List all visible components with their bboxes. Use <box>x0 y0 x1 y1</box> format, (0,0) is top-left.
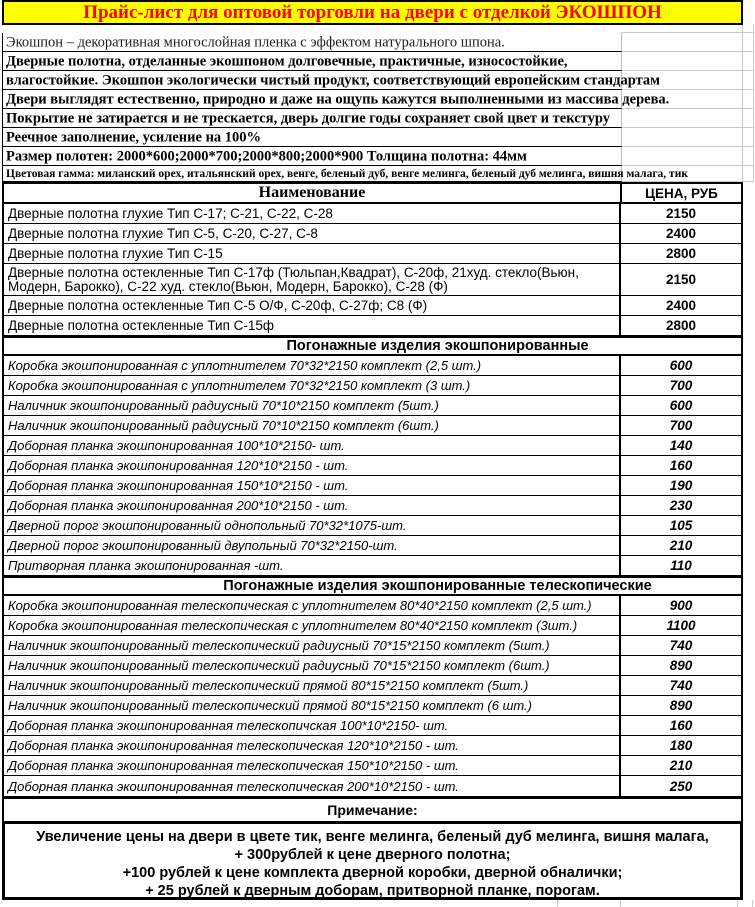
item-name-cell: Дверные полотна глухие Тип С-15 <box>4 244 621 263</box>
bottom-gridline-strip <box>2 900 743 907</box>
item-name-cell: Наличник экошпонированный радиусный 70*10*2150 комплект (5шт.) <box>4 396 621 415</box>
table-row <box>4 716 741 736</box>
item-name-cell: Наличник экошпонированный телескопический радиусный 70*15*2150 комплект (5шт.) <box>4 636 621 655</box>
item-name-cell: Доборная планка экошпонированная телескопичская 100*10*2150- шт. <box>4 716 621 735</box>
item-name-cell: Дверные полотна глухие Тип С-17; С-21, С-22, С-28 <box>4 204 621 223</box>
item-name-cell: Притворная планка экошпонированная -шт. <box>4 556 621 575</box>
intro-line <box>2 128 743 147</box>
spacer-row <box>2 25 743 33</box>
item-price-cell: 190 <box>669 478 693 493</box>
table-row <box>4 296 741 316</box>
item-name-cell: Доборная планка экошпонированная 200*10*2150 - шт. <box>4 496 621 515</box>
item-name-cell: Дверные полотна остекленные Тип С-5 О/Ф, С-20ф, С-27ф; С8 (Ф) <box>4 296 621 315</box>
item-price-cell: 210 <box>669 538 693 553</box>
item-name-cell: Коробка экошпонированная с уплотнителем 70*32*2150 комплект (3 шт.) <box>4 376 621 395</box>
table-row <box>4 224 741 244</box>
table-row <box>4 616 741 636</box>
gridline-stub <box>620 900 621 907</box>
item-price-cell: 160 <box>669 718 693 733</box>
table-row <box>4 416 741 436</box>
item-price-cell: 900 <box>669 598 693 613</box>
item-name-cell: Коробка экошпонированная телескопическая с уплотнителем 80*40*2150 комплект (2,5 шт.) <box>4 596 621 615</box>
intro-line <box>2 147 743 166</box>
item-name-cell: Доборная планка экошпонированная 150*10*2150 - шт. <box>4 476 621 495</box>
item-price-cell: 2400 <box>665 226 697 241</box>
table-row <box>4 536 741 556</box>
item-name-cell: Доборная планка экошпонированная телескопическая 120*10*2150 - шт. <box>4 736 621 755</box>
item-name-cell: Доборная планка экошпонированная телескопическая 200*10*2150 - шт. <box>4 776 621 796</box>
table-row <box>4 244 741 264</box>
table-row <box>4 316 741 336</box>
intro-text: Экошпон – декоративная многослойная пленка с эффектом натурального шпона. <box>6 34 505 50</box>
intro-text: Дверные полотна, отделанные экошпоном долговечные, практичные, износостойкие, <box>6 53 568 69</box>
item-name-cell: Наличник экошпонированный телескопический прямой 80*15*2150 комплект (6 шт.) <box>4 696 621 715</box>
intro-line <box>2 90 743 109</box>
item-price-cell: 105 <box>669 518 693 533</box>
item-price-cell: 600 <box>669 398 693 413</box>
table-row <box>4 776 741 796</box>
note-line: + 300рублей к цене дверного полотна; <box>234 847 511 863</box>
gridline-stub <box>752 900 753 907</box>
table-section-row <box>4 336 741 356</box>
intro-line <box>2 33 743 52</box>
item-name-cell: Наличник экошпонированный телескопический радиусный 70*15*2150 комплект (6шт.) <box>4 656 621 675</box>
item-price-cell: 2150 <box>665 206 697 221</box>
item-name-cell: Доборная планка экошпонированная 100*10*2150- шт. <box>4 436 621 455</box>
gridline-stub <box>737 900 738 907</box>
table-row <box>4 436 741 456</box>
gridline-stub <box>557 900 558 907</box>
table-row <box>4 396 741 416</box>
table-row <box>4 736 741 756</box>
table-row <box>4 204 741 224</box>
column-header-name: Наименование <box>4 184 622 202</box>
item-name-cell: Дверные полотна глухие Тип С-5, С-20, С-27, С-8 <box>4 224 621 243</box>
note-box <box>2 821 743 900</box>
intro-text: Цветовая гамма: миланский орех, итальянский орех, венге, беленый дуб, венге мелинга, беленый дуб мелинга, вишня малага, тик <box>6 168 688 180</box>
intro-text: Покрытие не затирается и не трескается, дверь долгие годы сохраняет свой цвет и текстуру <box>6 110 610 126</box>
item-price-cell: 700 <box>669 378 693 393</box>
item-price-cell: 740 <box>669 678 693 693</box>
item-price-cell: 2400 <box>665 298 697 313</box>
item-price-cell: 180 <box>669 738 693 753</box>
title-banner <box>2 0 743 25</box>
table-row <box>4 696 741 716</box>
table-row <box>4 264 741 296</box>
item-price-cell: 890 <box>669 698 693 713</box>
item-price-cell: 230 <box>669 498 693 513</box>
item-name-cell: Коробка экошпонированная телескопическая с уплотнителем 80*40*2150 комплект (3шт.) <box>4 616 621 635</box>
intro-text: Двери выглядят естественно, природно и даже на ощупь кажутся выполненными из массива дерева. <box>6 91 670 107</box>
table-row <box>4 596 741 616</box>
table-row <box>4 656 741 676</box>
item-name-cell: Дверные полотна остекленные Тип С-15ф <box>4 316 621 335</box>
item-price-cell: 210 <box>669 758 693 773</box>
section-label: Погонажные изделия экошпонированные телескопические <box>223 578 652 594</box>
item-price-cell: 110 <box>670 558 692 573</box>
table-rows <box>2 204 743 799</box>
grid-cell-edge <box>743 25 754 33</box>
item-name-cell: Коробка экошпонированная с уплотнителем 70*32*2150 комплект (2,5 шт.) <box>4 356 621 375</box>
intro-text: влагостойкие. Экошпон экологически чистый продукт, соответствующий европейским стандартам <box>6 72 661 88</box>
table-row <box>4 556 741 576</box>
table-row <box>4 376 741 396</box>
item-name-cell: Доборная планка экошпонированная телескопическая 150*10*2150 - шт. <box>4 756 621 775</box>
item-name-cell: Наличник экошпонированный радиусный 70*10*2150 комплект (6шт.) <box>4 416 621 435</box>
note-label: Примечание: <box>327 802 418 818</box>
page-title: Прайс-лист для оптовой торговли на двери с отделкой ЭКОШПОН <box>83 1 662 23</box>
item-price-cell: 160 <box>669 458 693 473</box>
item-price-cell: 890 <box>669 658 693 673</box>
note-line: +100 рублей к цене комплекта дверной коробки, дверной обналички; <box>122 865 623 881</box>
item-name-cell: Наличник экошпонированный телескопический прямой 80*15*2150 комплект (5шт.) <box>4 676 621 695</box>
item-name-cell: Доборная планка экошпонированная 120*10*2150 - шт. <box>4 456 621 475</box>
note-label-row <box>2 799 743 821</box>
table-row <box>4 676 741 696</box>
table-row <box>4 756 741 776</box>
table-row <box>4 636 741 656</box>
sheet-content <box>2 0 743 907</box>
table-row <box>4 356 741 376</box>
item-name-cell: Дверной порог экошпонированный однопольный 70*32*1075-шт. <box>4 516 621 535</box>
note-line: + 25 рублей к дверным доборам, притворной планке, порогам. <box>145 883 600 899</box>
column-header-price: ЦЕНА, РУБ <box>645 185 718 201</box>
section-label: Погонажные изделия экошпонированные <box>286 338 589 354</box>
item-name-cell: Дверные полотна остекленные Тип С-17ф (Тюльпан,Квадрат), С-20ф, 21худ. стекло(Вьюн, Модерн, Барокко), С-22 худ. стекло(Вьюн, Модерн, Барокко), С-28 (Ф) <box>4 264 621 295</box>
table-row <box>4 476 741 496</box>
item-price-cell: 700 <box>669 418 693 433</box>
intro-line <box>2 52 743 71</box>
item-price-cell: 2150 <box>665 272 697 287</box>
table-header-row <box>2 182 743 204</box>
item-name-cell: Дверной порог экошпонированный двупольный 70*32*2150-шт. <box>4 536 621 555</box>
table-row <box>4 516 741 536</box>
table-row <box>4 456 741 476</box>
intro-text: Реечное заполнение, усиление на 100% <box>6 129 262 145</box>
item-price-cell: 600 <box>669 358 693 373</box>
intro-text: Размер полотен: 2000*600;2000*700;2000*800;2000*900 Толщина полотна: 44мм <box>6 148 527 164</box>
grid-cell <box>622 25 743 33</box>
item-price-cell: 2800 <box>665 318 697 333</box>
item-price-cell: 2800 <box>665 246 697 261</box>
item-price-cell: 140 <box>669 438 693 453</box>
intro-line-color-range <box>2 166 743 182</box>
item-price-cell: 1100 <box>666 618 696 633</box>
item-price-cell: 250 <box>669 778 693 794</box>
item-price-cell: 740 <box>669 638 693 653</box>
intro-line <box>2 71 743 90</box>
intro-line <box>2 109 743 128</box>
table-row <box>4 496 741 516</box>
note-line: Увеличение цены на двери в цвете тик, венге мелинга, беленый дуб мелинга, вишня малага, <box>36 829 709 845</box>
table-section-row <box>4 576 741 596</box>
